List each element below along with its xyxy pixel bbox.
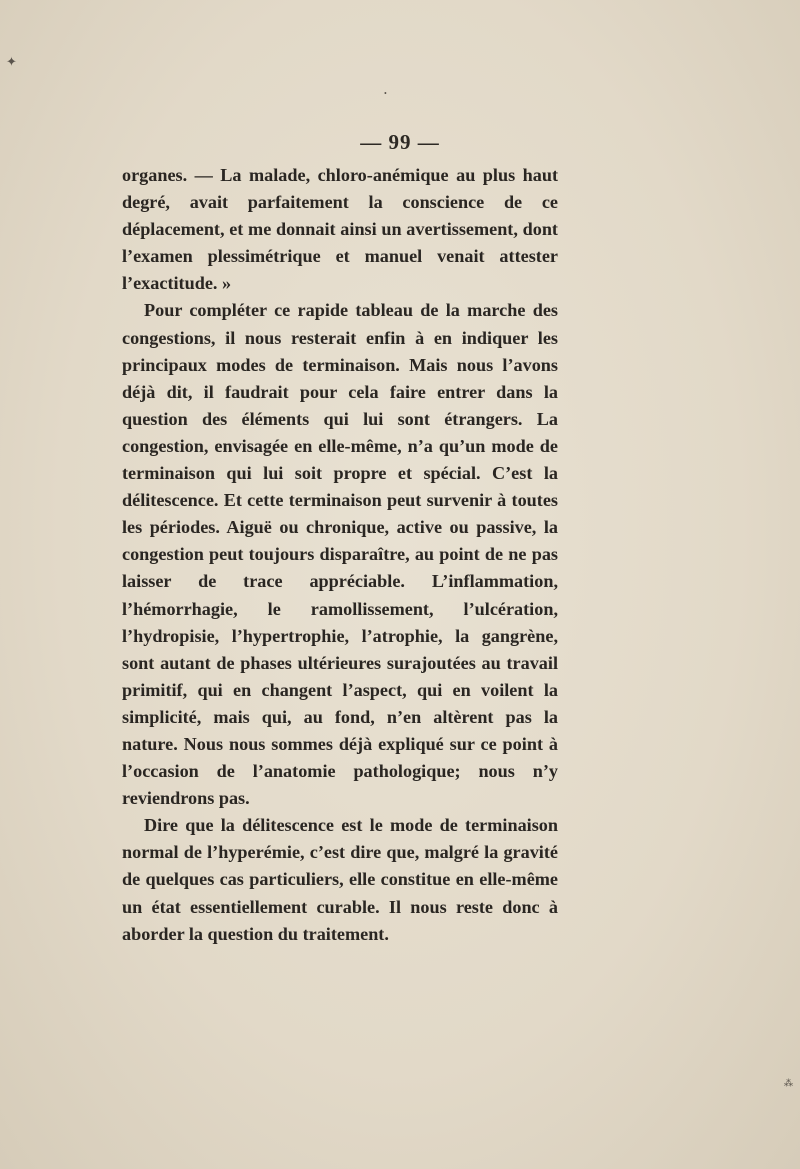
body-text — [122, 162, 558, 948]
margin-mark: ✦ — [6, 54, 17, 69]
paragraph-3: Dire que la délitescence est le mode de terminaison normal de l’hyperémie, c’est dire que, malgré la gravité de quelques cas particuliers, elle constitue en elle-même un état essentiellement curable. Il nous reste donc à aborder la question du traitement. — [122, 815, 558, 944]
margin-stain: ⁂ — [784, 1078, 793, 1088]
page-number: — 99 — — [360, 130, 440, 154]
margin-dot: • — [384, 89, 387, 98]
paragraph-1: organes. — La malade, chloro-anémique au plus haut degré, avait parfaitement la conscience de ce déplacement, et me donnait ainsi un avertissement, dont l’examen plessimétrique et manuel venait attester l’exactitude. » — [122, 165, 558, 294]
paragraph-2: Pour compléter ce rapide tableau de la marche des congestions, il nous resterait enfin à en indiquer les principaux modes de terminaison. Mais nous l’avons déjà dit, il faudrait pour cela faire entrer dans la question des éléments qui lui sont étrangers. La congestion, envisagée en elle-même, n’a qu’un mode de terminaison qui lui soit propre et spécial. C’est la délitescence. Et cette terminaison peut survenir à toutes les périodes. Aiguë ou chronique, active ou passive, la congestion peut toujours disparaître, au point de ne pas laisser de trace appréciable. L’inflammation, l’hémorrhagie, le ramollissement, l’ulcération, l’hydropisie, l’hypertrophie, l’atrophie, la gangrène, sont autant de phases ultérieures surajoutées au travail primitif, qui en changent l’aspect, qui en voilent la simplicité, mais qui, au fond, n’en altèrent pas la nature. Nous nous sommes déjà expliqué sur ce point à l’occasion de l’anatomie pathologique; nous n’y reviendrons pas. — [122, 300, 558, 809]
